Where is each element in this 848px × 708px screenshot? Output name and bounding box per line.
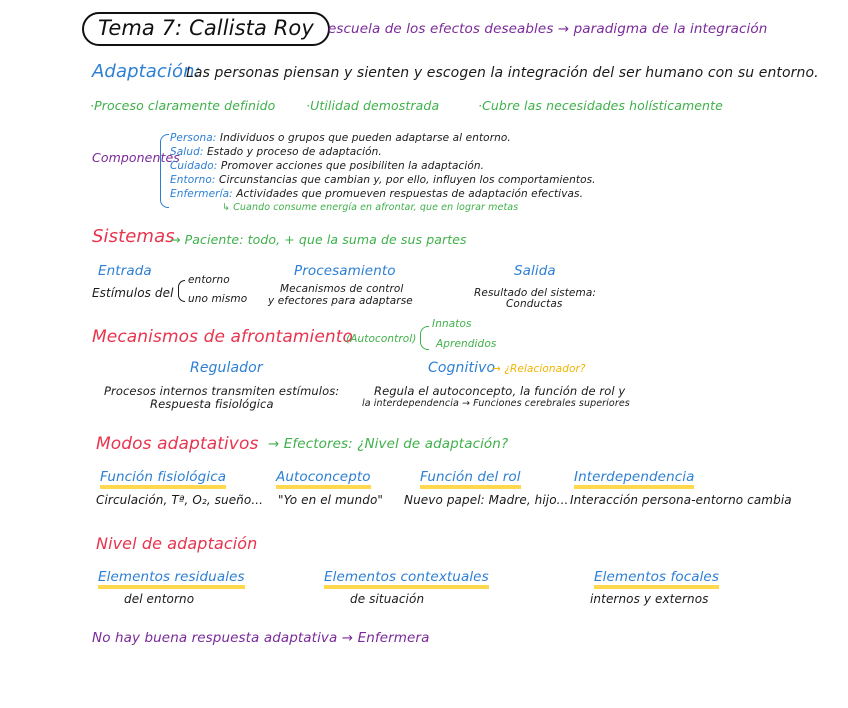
componentes-label: Componentes [92,150,180,165]
nivel-col-label: Elementos contextuales [324,570,489,589]
cognitivo-note: → ¿Relacionador? [492,363,586,375]
procesamiento-label: Procesamiento [294,263,396,279]
cognitivo-line: la interdependencia → Funciones cerebrales superiores [362,398,630,409]
component-term: Salud: [170,146,204,158]
nivel-col-text: internos y externos [590,592,709,606]
nivel-col-text: del entorno [124,592,195,606]
modo-text: "Yo en el mundo" [278,493,384,507]
entrada-label: Entrada [98,263,152,279]
salida-label: Salida [514,263,556,279]
regulador-label: Regulador [190,360,263,376]
entrada-option: entorno [188,274,230,286]
entrada-option: uno mismo [188,293,248,305]
modo-label: Autoconcepto [276,470,371,489]
component-row [170,161,484,173]
component-text: Circunstancias que cambian y, por ello, influyen los comportamientos. [219,174,596,186]
modos-label: Modos adaptativos [96,434,259,454]
school-subtitle: escuela de los efectos deseables → paradigma de la integración [328,21,768,37]
entrada-brace [178,280,185,302]
cognitivo-label: Cognitivo [428,360,496,376]
modo-label: Función del rol [420,470,521,489]
component-row [170,133,511,145]
bullet-item: ·Proceso claramente definido [90,98,276,113]
adaptacion-label: Adaptación: [92,61,201,82]
modo-label: Interdependencia [574,470,694,489]
regulador-line: Procesos internos transmiten estímulos: [104,384,340,398]
mecanismos-option: Aprendidos [436,338,497,350]
component-text: Actividades que promueven respuestas de adaptación efectivas. [236,188,584,200]
component-text: Promover acciones que posibiliten la adaptación. [220,160,485,172]
bullet-item: ·Cubre las necesidades holísticamente [478,98,723,113]
procesamiento-line: y efectores para adaptarse [268,295,413,307]
mecanismos-brace [420,326,429,350]
adaptacion-definition: Las personas piensan y sienten y escogen la integración del ser humano con su entorno. [186,65,819,81]
componentes-note: ↳ Cuando consume energía en afrontar, que en lograr metas [222,202,519,213]
mecanismos-label: Mecanismos de afrontamiento [92,327,354,347]
component-term: Entorno: [170,174,216,186]
bullet-item: ·Utilidad demostrada [306,98,440,113]
modo-text: Circulación, Tª, O₂, sueño... [96,493,264,507]
mecanismos-paren: (Autocontrol) [346,333,417,345]
component-row [170,175,596,187]
nivel-col-label: Elementos focales [594,570,719,589]
page-title: Tema 7: Callista Roy [82,12,330,46]
nivel-col-text: de situación [350,592,425,606]
modo-label: Función fisiológica [100,470,226,489]
modo-text: Interacción persona-entorno cambia [570,493,792,507]
component-term: Cuidado: [170,160,218,172]
entrada-text: Estímulos del [92,286,174,300]
component-row [170,147,382,159]
nivel-col-label: Elementos residuales [98,570,245,589]
sistemas-note: → Paciente: todo, + que la suma de sus partes [170,232,467,247]
nivel-label: Nivel de adaptación [96,534,258,553]
component-text: Individuos o grupos que pueden adaptarse al entorno. [219,132,511,144]
component-text: Estado y proceso de adaptación. [206,146,382,158]
procesamiento-line: Mecanismos de control [280,283,404,295]
cognitivo-line: Regula el autoconcepto, la función de rol y [374,384,626,398]
mecanismos-option: Innatos [432,318,472,330]
modo-text: Nuevo papel: Madre, hijo... [404,493,569,507]
salida-line: Conductas [506,298,563,310]
footer-note: No hay buena respuesta adaptativa → Enfermera [92,630,430,646]
componentes-brace [160,134,169,208]
salida-line: Resultado del sistema: [474,287,596,299]
sistemas-label: Sistemas [92,226,175,247]
component-row [170,189,583,201]
regulador-line: Respuesta fisiológica [150,397,274,411]
modos-note: → Efectores: ¿Nivel de adaptación? [268,436,509,452]
component-term: Persona: [170,132,217,144]
component-term: Enfermería: [170,188,233,200]
